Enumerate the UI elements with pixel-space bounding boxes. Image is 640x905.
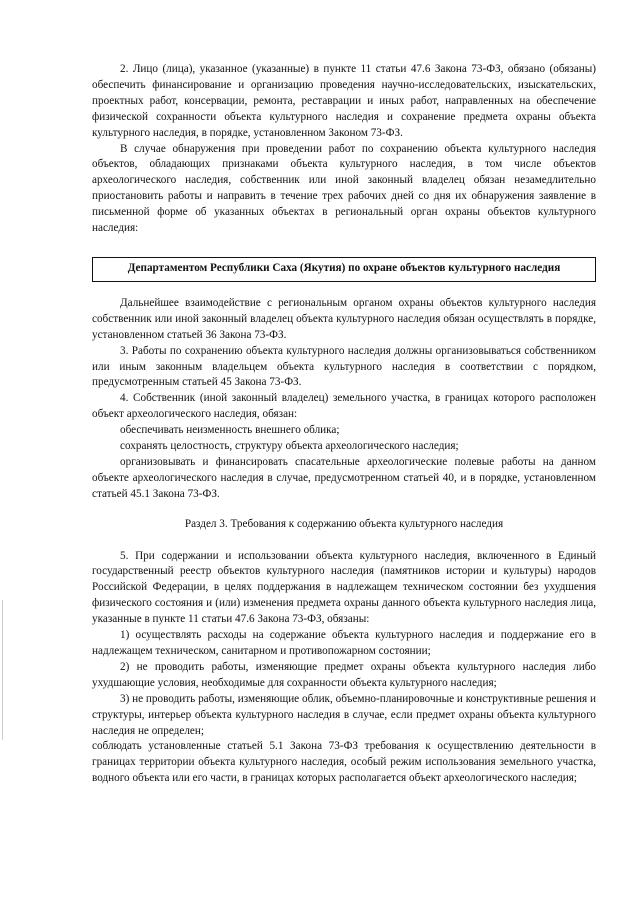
paragraph-4: 4. Собственник (иной законный владелец) земельного участка, в границах которого расположен объект археологического наследия, обязан:: [92, 392, 596, 421]
paragraph-5-item-4: соблюдать установленные статьей 5.1 Закона 73-ФЗ требования к осуществлению деятельности в границах территории объекта культурного наследия, особый режим использования земельного участка, водного объекта или его части, в границах которых располагается объект археологического наследия;: [92, 740, 596, 785]
authority-name-box: Департаментом Республики Саха (Якутия) по охране объектов культурного наследия: [92, 257, 596, 282]
paragraph-4-item-a: обеспечивать неизменность внешнего облика;: [120, 424, 340, 437]
paragraph-3: 3. Работы по сохранению объекта культурного наследия должны организовываться собственником или иным законным владельцем объекта культурного наследия в соответствии с порядком, предусмотренным статьей 45 Закона 73-ФЗ.: [92, 344, 596, 389]
paragraph-detection: В случае обнаружения при проведении работ по сохранению объекта культурного наследия объектов, обладающих признаками объекта культурного наследия, в том числе объектов археологического наследия, собственник или иной законный владелец обязан незамедлительно приостановить работы и направить в течение трех рабочих дней со дня их обнаружения заявление в письменной форме об указанных объектах в региональный орган охраны объектов культурного наследия:: [92, 142, 596, 235]
paragraph-4-item-b: сохранять целостность, структуру объекта археологического наследия;: [120, 440, 459, 453]
paragraph-5-item-1: 1) осуществлять расходы на содержание объекта культурного наследия и поддержание его в надлежащем техническом, санитарном и противопожарном состоянии;: [92, 629, 596, 657]
paragraph-interaction: Дальнейшее взаимодействие с региональным органом охраны объектов культурного наследия собственник или иной законный владелец объекта культурного наследия обязан осуществлять в порядке, установленном статьей 36 Закона 73-ФЗ.: [92, 296, 596, 341]
paragraph-5-item-2: 2) не проводить работы, изменяющие предмет охраны объекта культурного наследия либо ухудшающие условия, необходимые для сохранности объекта культурного наследия;: [92, 660, 596, 689]
paragraph-5: 5. При содержании и использовании объекта культурного наследия, включенного в Единый государственный реестр объектов культурного наследия (памятников истории и культуры) народов Российской Федерации, в целях поддержания в надлежащем техническом состоянии без ухудшения физического состояния и (или) изменения предмета охраны данного объекта культурного наследия лица, указанные в пункте 11 статьи 47.6 Закона 73-ФЗ, обязаны:: [92, 549, 596, 626]
paragraph-5-item-3: 3) не проводить работы, изменяющие облик, объемно-планировочные и конструктивные решения и структуры, интерьер объекта культурного наследия в случае, если предмет охраны объекта культурного наследия не определен;: [92, 692, 596, 737]
paragraph-4-item-c: организовывать и финансировать спасательные археологические полевые работы на данном объекте археологического наследия в случае, предусмотренном статьей 40, и в порядке, установленном статьей 45.1 Закона 73-ФЗ.: [92, 455, 596, 500]
scan-edge-mark: [2, 600, 3, 740]
section-3-heading: Раздел 3. Требования к содержанию объекта культурного наследия: [184, 517, 504, 530]
top-margin: [92, 0, 596, 62]
document-page: [92, 0, 596, 787]
paragraph-2: 2. Лицо (лица), указанное (указанные) в пункте 11 статьи 47.6 Закона 73-ФЗ, обязано (обязаны) обеспечить финансирование и организацию проведения научно-исследовательских, изыскательских, проектных работ, консервации, ремонта, реставрации и иных работ, направленных на обеспечение физической сохранности объекта культурного наследия и сохранение предмета охраны объекта культурного наследия, в порядке, установленном Законом 73-ФЗ.: [92, 63, 596, 139]
